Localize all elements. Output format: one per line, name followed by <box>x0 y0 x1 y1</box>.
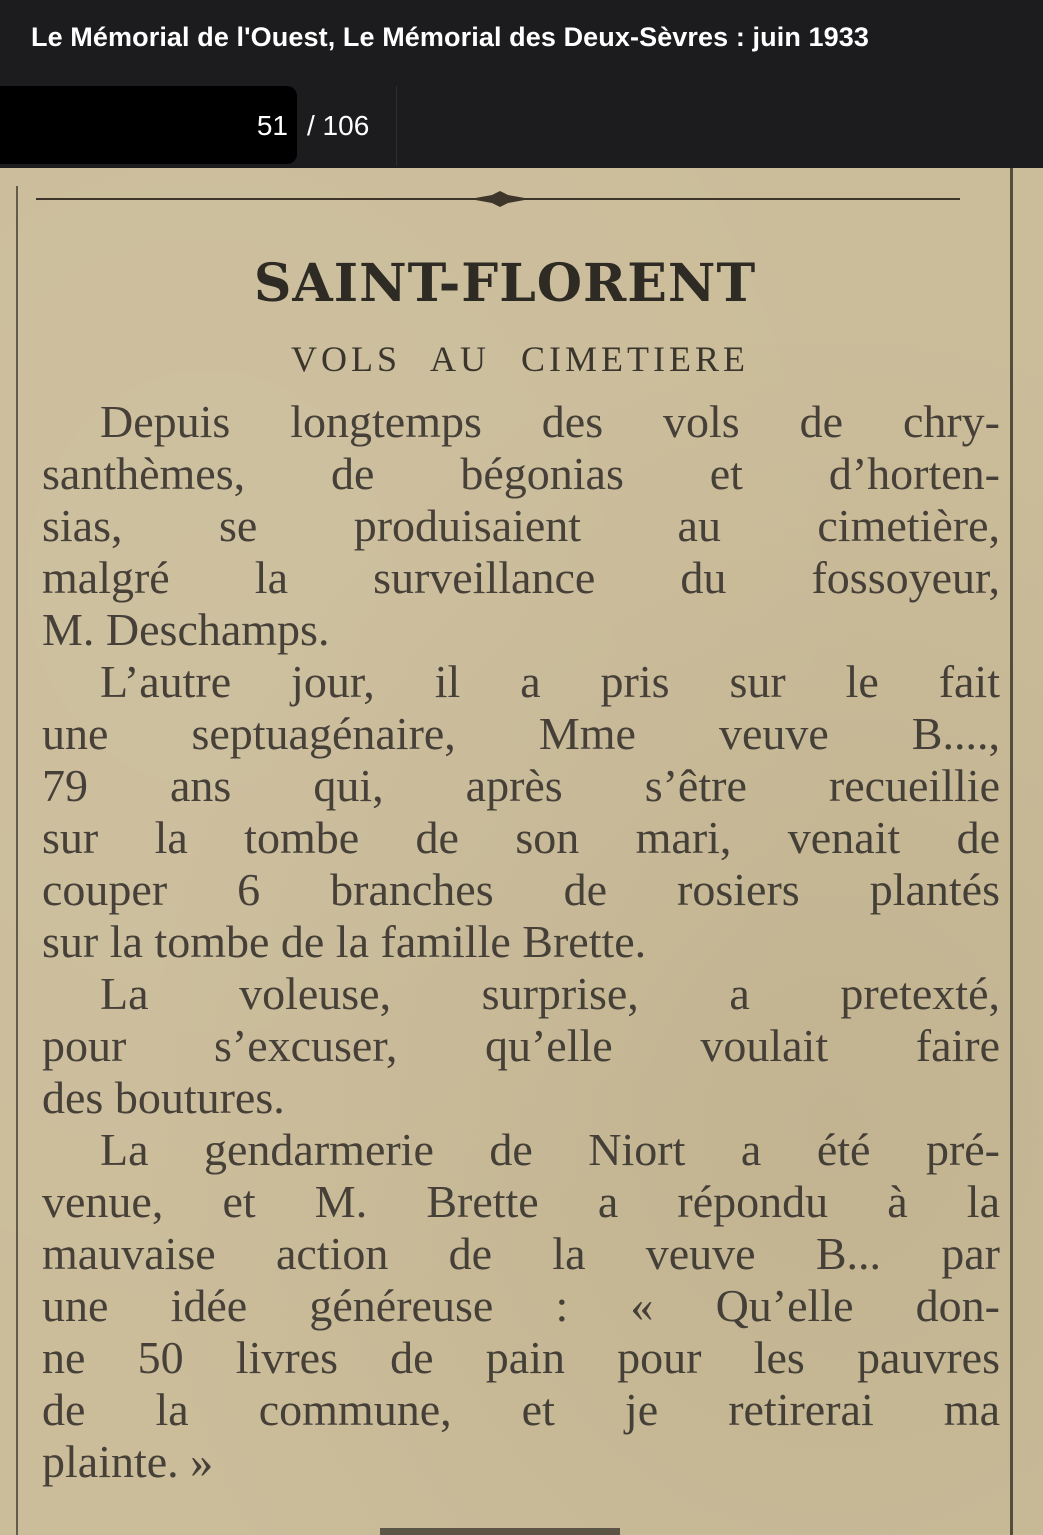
divider-ornament <box>470 191 530 207</box>
newspaper-page-scan <box>0 168 1043 1535</box>
article-line: santhèmes, de bégonias et d’horten- <box>42 448 1000 499</box>
page-number-input[interactable] <box>0 86 297 164</box>
page-navigator <box>0 86 397 166</box>
article-line: des boutures. <box>42 1072 285 1123</box>
article-line: mauvaise action de la veuve B... par <box>42 1228 1000 1279</box>
article-line: une idée généreuse : « Qu’elle don- <box>42 1280 1000 1331</box>
article-line: sias, se produisaient au cimetière, <box>42 500 1000 551</box>
article-line: sur la tombe de la famille Brette. <box>42 916 647 967</box>
document-title: Le Mémorial de l'Ouest, Le Mémorial des Deux-Sèvres : juin 1933 <box>31 22 870 52</box>
article-line: L’autre jour, il a pris sur le fait <box>100 656 1000 707</box>
article-body <box>42 396 1000 1488</box>
column-rule-left <box>16 186 18 1535</box>
total-pages-label: / 106 <box>307 110 370 141</box>
article-line: La voleuse, surprise, a pretexté, <box>100 968 1000 1019</box>
article-line: malgré la surveillance du fossoyeur, <box>42 552 1000 603</box>
article-line: sur la tombe de son mari, venait de <box>42 812 1000 863</box>
article-line: La gendarmerie de Niort a été pré- <box>100 1124 1000 1175</box>
article-line: venue, et M. Brette a répondu à la <box>42 1176 1000 1227</box>
article-line: couper 6 branches de rosiers plantés <box>42 864 1000 915</box>
next-headline-fragment <box>380 1528 620 1535</box>
article-line: une septuagénaire, Mme veuve B...., <box>42 708 1000 759</box>
article-line: M. Deschamps. <box>42 604 330 655</box>
article-line: plainte. » <box>42 1436 214 1487</box>
article-headline: SAINT-FLORENT <box>253 253 757 314</box>
viewer-toolbar <box>0 0 1043 168</box>
current-page-number[interactable]: 51 <box>256 110 288 141</box>
article-line: pour s’excuser, qu’elle voulait faire <box>42 1020 1000 1071</box>
article-subheading: VOLS AU CIMETIERE <box>291 339 749 379</box>
article-line: de la commune, et je retirerai ma <box>42 1384 1000 1435</box>
article-line: 79 ans qui, après s’être recueillie <box>42 760 1000 811</box>
article-line: ne 50 livres de pain pour les pauvres <box>42 1332 1000 1383</box>
article-line: Depuis longtemps des vols de chry- <box>100 396 1000 447</box>
